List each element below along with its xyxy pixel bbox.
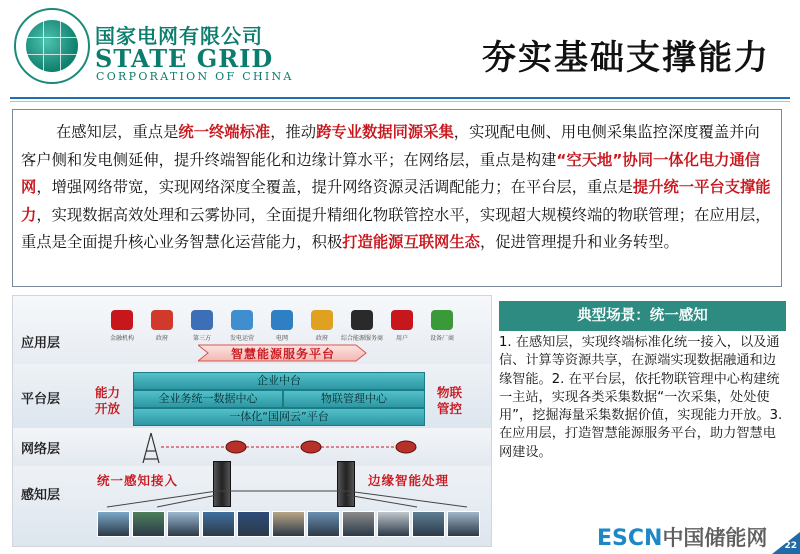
page-number: 22 [784,541,797,551]
iot-control-label [437,385,462,417]
equipment-icon [431,310,453,330]
terminal-photo [307,511,340,537]
perception-connection-lines [97,489,477,509]
app-icon-caption: 政府 [155,335,168,342]
app-icon-caption: 综合能源服务商 [341,335,384,342]
paragraph-text: ，增强网络带宽，实现网络深度全覆盖，提升网络资源灵活调配能力；在平台层，重点是 [36,178,633,197]
watermark-cn: 中国储能网 [662,526,768,550]
platform-layer-label: 平台层 [21,392,61,407]
architecture-diagram [12,295,492,547]
highlight-phrase: 跨专业数据同源采集 [316,123,454,141]
summary-paragraph [12,109,782,287]
iot-control-line-1: 物联 [437,385,463,400]
slide-title: 夯实基础支撑能力 [482,38,770,78]
app-icon-caption: 发电运营 [229,335,254,342]
terminal-photo [132,511,165,537]
third-party-icon [191,310,213,330]
terminal-photo [167,511,200,537]
org-name-cn: 国家电网有限公司 [95,24,263,48]
terminal-photo [97,511,130,537]
terminal-photo [377,511,410,537]
app-icon-caption: 第三方 [192,335,211,342]
state-grid-cloud-label: 一体化“国网云”平台 [229,410,329,423]
watermark [597,522,767,552]
highlight-phrase: 打造能源互联网生态 [342,233,480,252]
terminal-photo [447,511,480,537]
paragraph-text: ，实现配电侧、用电侧采集监控深度覆盖并向客户侧和发电侧延伸，提升终端智能化和边缘计算水平；在网络层，重点是构建 [21,123,760,169]
scenario-heading: 典型场景：统一感知 [499,301,786,331]
paragraph-text: ，促进管理提升和业务转型。 [479,233,679,252]
state-grid-logo-icon [14,8,90,84]
capability-open-line-2: 开放 [95,401,121,416]
biz-data-center-label: 全业务统一数据中心 [158,392,258,405]
highlight-phrase: 统一终端标准 [178,123,271,141]
biz-data-center-box [133,390,283,408]
slide-header [0,0,800,96]
app-icon-caption: 设备厂商 [429,335,454,342]
app-icon-caption: 电网 [275,335,288,342]
edge-processing-label: 边缘智能处理 [368,473,450,488]
gov-icon [151,310,173,330]
unified-access-label: 统一感知接入 [97,473,179,488]
org-name-en: STATE GRID [95,44,274,73]
partner-icon [311,310,333,330]
header-divider-thin [10,101,790,102]
user-icon [391,310,413,330]
scenario-body: 1. 在感知层，实现终端标准化统一接入，以及通信、计算等资源共享，在源端实现数据融通和边缘智能。2. 在平台层，依托物联管理中心构建统一主站，实现各类采集数据“一次采集，处处使用”，挖掘海量采集数据价值，实现能力开放。3. 在应用层，打造智慧能源服务平台，助力智慧电网建设。 [499,335,783,460]
finance-icon [111,310,133,330]
terminal-photo [202,511,235,537]
service-icon [351,310,373,330]
paragraph-text: 在感知层，重点是 [56,123,179,141]
iot-mgmt-center-box [283,390,425,408]
perception-layer-label: 感知层 [21,488,61,503]
terminal-photo [412,511,445,537]
terminal-photo [342,511,375,537]
paragraph-text: ，实现数据高效处理和云雾协同，全面提升精细化物联管控水平，实现超大规模终端的物联管理；在应用层，重点是全面提升核心业务智慧化运营能力，积极 [21,205,771,252]
grid-icon [271,310,293,330]
paragraph-text: ，推动 [270,123,317,141]
iot-control-line-2: 管控 [437,401,463,416]
highlight-phrase: “空天地”协同一体化电力通信网 [21,150,761,197]
terminal-photo [237,511,270,537]
network-layer-label: 网络层 [21,442,61,457]
app-layer-label: 应用层 [21,336,61,351]
app-icon-caption: 政府 [315,335,328,342]
terminal-photo [272,511,305,537]
power-ops-icon [231,310,253,330]
app-icon-caption: 金融机构 [109,335,134,342]
app-icon-caption: 用户 [395,335,408,342]
network-topology-icon [131,429,431,469]
capability-open-line-1: 能力 [95,385,121,400]
watermark-latin: ESCN [597,526,663,551]
header-divider [10,97,790,99]
iot-mgmt-center-label: 物联管理中心 [321,392,387,405]
state-grid-cloud-box [133,408,425,426]
capability-open-label [95,385,120,417]
org-name-en-sub: CORPORATION OF CHINA [96,70,294,83]
highlight-phrase: 提升统一平台支撑能力 [21,178,771,224]
enterprise-center-box [133,372,425,390]
enterprise-center-label: 企业中台 [257,374,301,387]
service-platform-label: 智慧能源服务平台 [230,347,335,361]
